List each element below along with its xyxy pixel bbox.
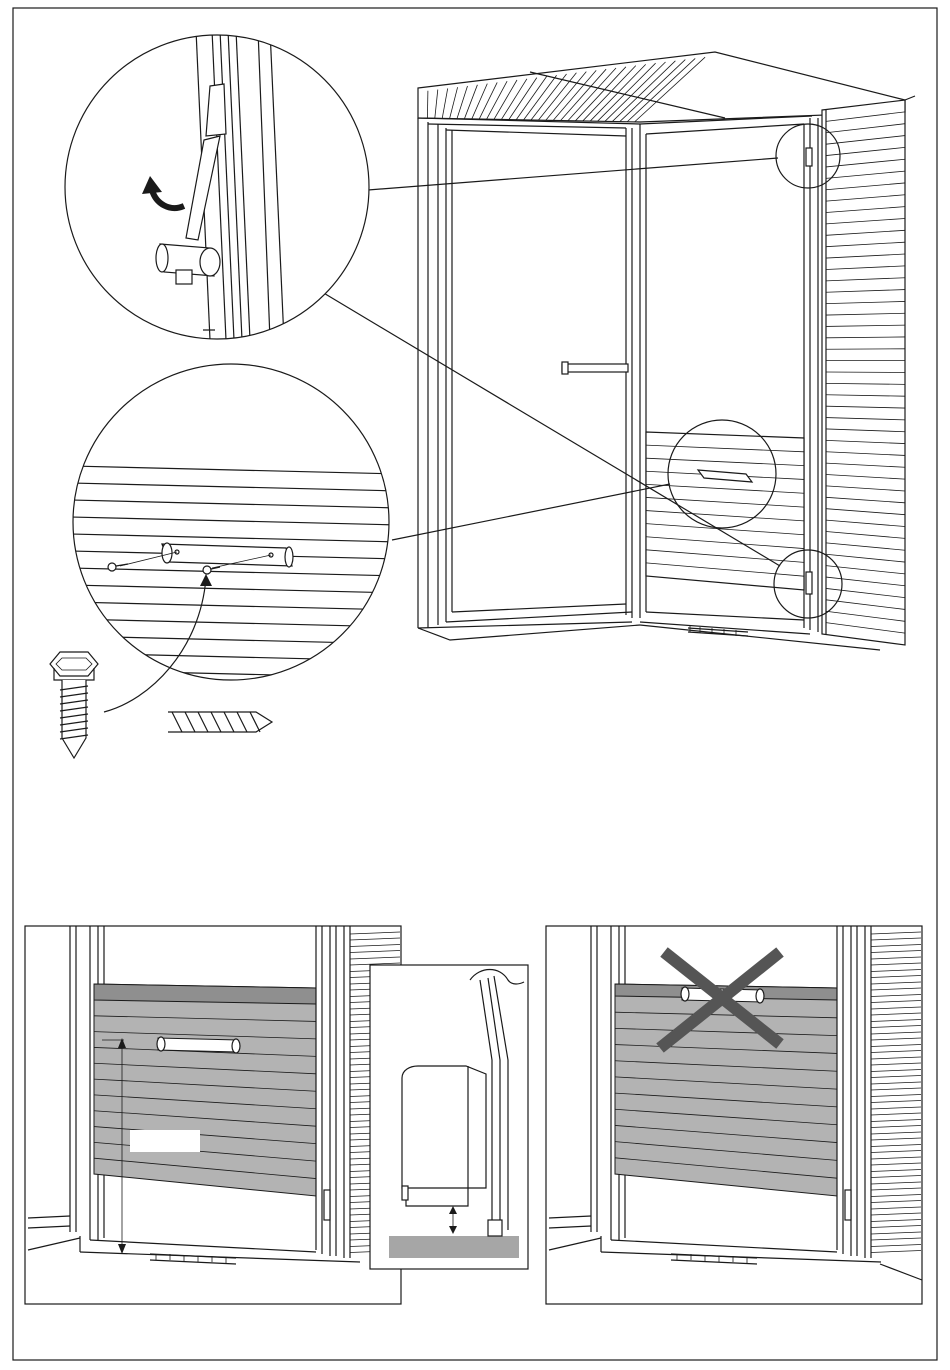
- measure-label-box: [130, 1130, 200, 1152]
- wrong-position-panel: [546, 926, 922, 1304]
- screw-icon: [50, 652, 98, 758]
- floor-block: [389, 1236, 519, 1258]
- door-handle: [562, 362, 628, 374]
- heater-guard: [646, 432, 804, 590]
- wall-plug-icon: [168, 712, 272, 732]
- sauna-cabin: [418, 52, 915, 650]
- height-measure-panel: [25, 926, 401, 1304]
- zoom-handle-detail: [65, 30, 369, 340]
- side-wall: [822, 96, 915, 645]
- door-frame: [418, 118, 646, 640]
- zoom-rail-detail: [70, 364, 400, 695]
- heater-clearance-panel: [370, 965, 528, 1269]
